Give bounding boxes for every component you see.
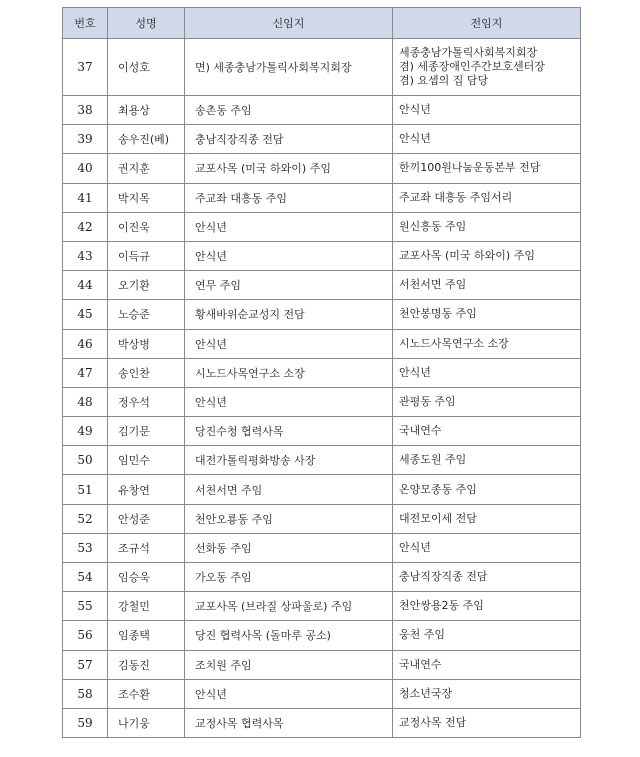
cell-new-post: 당진수청 협력사목: [185, 417, 393, 446]
cell-name: 유창연: [108, 475, 185, 504]
cell-number: 56: [63, 621, 108, 650]
cell-previous-post: [393, 475, 581, 504]
cell-previous-post: [393, 533, 581, 562]
cell-name: 박상병: [108, 329, 185, 358]
cell-name: 임종택: [108, 621, 185, 650]
cell-number: 46: [63, 329, 108, 358]
cell-new-post: 교포사목 (브라질 상파울로) 주임: [185, 592, 393, 621]
table-row: [63, 650, 581, 679]
cell-previous-post: [393, 621, 581, 650]
cell-number: 37: [63, 39, 108, 96]
previous-post-line: 대전모이세 전담: [399, 511, 477, 525]
cell-number: 54: [63, 563, 108, 592]
table-row: [63, 300, 581, 329]
cell-name: 안성준: [108, 504, 185, 533]
cell-new-post: 선화동 주임: [185, 533, 393, 562]
cell-previous-post: [393, 154, 581, 183]
cell-number: 40: [63, 154, 108, 183]
cell-previous-post: [393, 679, 581, 708]
cell-name: 이득규: [108, 241, 185, 270]
cell-new-post: 조치원 주임: [185, 650, 393, 679]
table-row: [63, 39, 581, 96]
table-row: [63, 475, 581, 504]
previous-post-line: 국내연수: [399, 657, 442, 671]
cell-previous-post: [393, 212, 581, 241]
cell-new-post: 시노드사목연구소 소장: [185, 358, 393, 387]
cell-previous-post: [393, 329, 581, 358]
previous-post-line: 세종충남가톨릭사회복지회장: [399, 46, 538, 59]
cell-name: 박지목: [108, 183, 185, 212]
previous-post-line: 충남직장직종 전담: [399, 570, 488, 584]
table-row: [63, 446, 581, 475]
table-body: [63, 39, 581, 738]
cell-previous-post: [393, 504, 581, 533]
table-row: [63, 125, 581, 154]
table-row: [63, 241, 581, 270]
previous-post-line: 원신흥동 주임: [399, 219, 467, 233]
cell-number: 57: [63, 650, 108, 679]
cell-name: 김기문: [108, 417, 185, 446]
cell-previous-post: [393, 96, 581, 125]
cell-number: 50: [63, 446, 108, 475]
cell-new-post: 면) 세종충남가톨릭사회복지회장: [185, 39, 393, 96]
previous-post-line: 안식년: [399, 365, 431, 379]
table-row: [63, 387, 581, 416]
table-row: [63, 154, 581, 183]
cell-previous-post: [393, 125, 581, 154]
previous-post-line: 겸) 요셉의 집 담당: [399, 74, 489, 87]
previous-post-line: 국내연수: [399, 424, 442, 438]
cell-number: 42: [63, 212, 108, 241]
cell-name: 송우진(베): [108, 125, 185, 154]
cell-new-post: 대전가톨릭평화방송 사장: [185, 446, 393, 475]
previous-post-line: 안식년: [399, 540, 431, 554]
cell-number: 44: [63, 271, 108, 300]
cell-new-post: 충남직장직종 전담: [185, 125, 393, 154]
cell-new-post: 황새바위순교성지 전담: [185, 300, 393, 329]
previous-post-line: 천안봉명동 주임: [399, 307, 477, 321]
cell-new-post: 주교좌 대흥동 주임: [185, 183, 393, 212]
cell-name: 송인찬: [108, 358, 185, 387]
cell-name: 최용상: [108, 96, 185, 125]
cell-new-post: 안식년: [185, 387, 393, 416]
cell-previous-post: [393, 417, 581, 446]
table-row: [63, 563, 581, 592]
cell-new-post: 연무 주임: [185, 271, 393, 300]
cell-previous-post: [393, 271, 581, 300]
cell-number: 41: [63, 183, 108, 212]
cell-previous-post: [393, 387, 581, 416]
header-number: 번호: [63, 8, 108, 39]
cell-new-post: 가오동 주임: [185, 563, 393, 592]
cell-number: 45: [63, 300, 108, 329]
table-row: [63, 592, 581, 621]
previous-post-line: 서천서면 주임: [399, 278, 467, 292]
cell-number: 49: [63, 417, 108, 446]
previous-post-line: 청소년국장: [399, 686, 453, 700]
header-row: [63, 8, 581, 39]
cell-name: 임민수: [108, 446, 185, 475]
cell-previous-post: [393, 592, 581, 621]
personnel-table: [62, 7, 581, 738]
table-row: [63, 504, 581, 533]
table-row: [63, 271, 581, 300]
cell-new-post: 당진 협력사목 (돌마루 공소): [185, 621, 393, 650]
cell-number: 59: [63, 708, 108, 737]
cell-new-post: 천안오룡동 주임: [185, 504, 393, 533]
previous-post-line: 주교좌 대흥동 주임서리: [399, 190, 513, 204]
header-previous-post: 전임지: [393, 8, 581, 39]
cell-name: 조수환: [108, 679, 185, 708]
table-row: [63, 621, 581, 650]
previous-post-line: 한끼100원나눔운동본부 전담: [399, 161, 541, 175]
header-name: 성명: [108, 8, 185, 39]
table-row: [63, 212, 581, 241]
cell-name: 김동진: [108, 650, 185, 679]
cell-name: 정우석: [108, 387, 185, 416]
table-row: [63, 708, 581, 737]
cell-previous-post: [393, 183, 581, 212]
cell-number: 53: [63, 533, 108, 562]
table-row: [63, 533, 581, 562]
cell-new-post: 안식년: [185, 329, 393, 358]
cell-number: 39: [63, 125, 108, 154]
table-row: [63, 96, 581, 125]
previous-post-line: 교정사목 전담: [399, 716, 467, 730]
cell-number: 47: [63, 358, 108, 387]
table-row: [63, 679, 581, 708]
cell-number: 48: [63, 387, 108, 416]
cell-number: 58: [63, 679, 108, 708]
previous-post-line: 온양모종동 주임: [399, 482, 477, 496]
cell-previous-post: [393, 563, 581, 592]
cell-number: 43: [63, 241, 108, 270]
cell-name: 조규석: [108, 533, 185, 562]
table-row: [63, 329, 581, 358]
cell-previous-post: [393, 300, 581, 329]
cell-previous-post: [393, 39, 581, 96]
cell-previous-post: [393, 708, 581, 737]
cell-name: 이진욱: [108, 212, 185, 241]
cell-name: 임승욱: [108, 563, 185, 592]
previous-post-line: 안식년: [399, 132, 431, 146]
cell-new-post: 안식년: [185, 241, 393, 270]
cell-name: 나기웅: [108, 708, 185, 737]
cell-new-post: 안식년: [185, 212, 393, 241]
cell-name: 오기환: [108, 271, 185, 300]
previous-post-line: 시노드사목연구소 소장: [399, 336, 509, 350]
previous-post-line: 겸) 세종장애인주간보호센터장: [399, 60, 545, 73]
cell-number: 52: [63, 504, 108, 533]
cell-previous-post: [393, 358, 581, 387]
header-new-post: 신임지: [185, 8, 393, 39]
table-row: [63, 417, 581, 446]
previous-post-line: 천안쌍용2동 주임: [399, 599, 484, 613]
cell-previous-post: [393, 241, 581, 270]
cell-name: 이성호: [108, 39, 185, 96]
cell-new-post: 교정사목 협력사목: [185, 708, 393, 737]
cell-number: 38: [63, 96, 108, 125]
table-row: [63, 183, 581, 212]
previous-post-line: 웅천 주임: [399, 628, 446, 642]
cell-number: 55: [63, 592, 108, 621]
cell-number: 51: [63, 475, 108, 504]
cell-name: 권지훈: [108, 154, 185, 183]
cell-new-post: 서천서면 주임: [185, 475, 393, 504]
cell-new-post: 안식년: [185, 679, 393, 708]
previous-post-line: 교포사목 (미국 하와이) 주임: [399, 249, 535, 263]
table-row: [63, 358, 581, 387]
cell-name: 노승준: [108, 300, 185, 329]
previous-post-line: 안식년: [399, 103, 431, 117]
cell-new-post: 교포사목 (미국 하와이) 주임: [185, 154, 393, 183]
previous-post-line: 관평동 주임: [399, 394, 456, 408]
cell-new-post: 송촌동 주임: [185, 96, 393, 125]
cell-name: 강철민: [108, 592, 185, 621]
cell-previous-post: [393, 446, 581, 475]
previous-post-line: 세종도원 주임: [399, 453, 467, 467]
cell-previous-post: [393, 650, 581, 679]
